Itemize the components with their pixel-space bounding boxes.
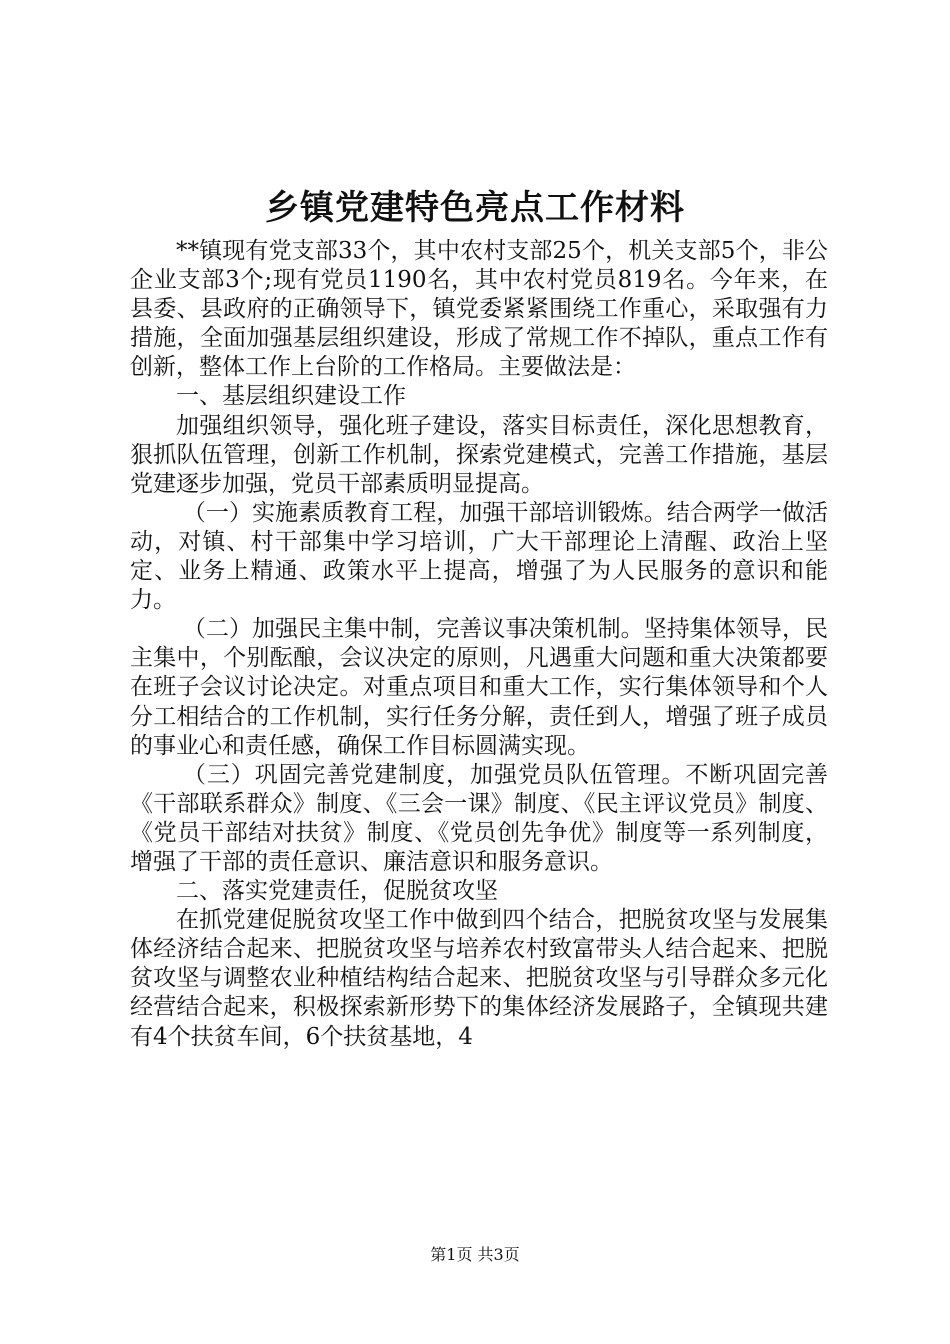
paragraph-section-1: 加强组织领导，强化班子建设，落实目标责任，深化思想教育，狠抓队伍管理，创新工作机制，探索党建模式，完善工作措施，基层党建逐步加强，党员干部素质明显提高。 xyxy=(130,412,828,497)
document-body xyxy=(130,237,828,1052)
section-heading-2: 二、落实党建责任，促脱贫攻坚 xyxy=(176,878,498,905)
section-heading-1: 一、基层组织建设工作 xyxy=(176,383,406,410)
paragraph-section-2: 在抓党建促脱贫攻坚工作中做到四个结合，把脱贫攻坚与发展集体经济结合起来、把脱贫攻坚与培养农村致富带头人结合起来、把脱贫攻坚与调整农业种植结构结合起来、把脱贫攻坚与引导群众多元化经营结合起来，积极探索新形势下的集体经济发展路子，全镇现共建有4个扶贫车间，6个扶贫基地，4 xyxy=(130,907,828,1050)
paragraph-subsection-2: （二）加强民主集中制，完善议事决策机制。坚持集体领导，民主集中，个别酝酿，会议决定的原则，凡遇重大问题和重大决策都要在班子会议讨论决定。对重点项目和重大工作，实行集体领导和个人分工相结合的工作机制，实行任务分解，责任到人，增强了班子成员的事业心和责任感，确保工作目标圆满实现。 xyxy=(130,616,828,759)
document-title: 乡镇党建特色亮点工作材料 xyxy=(265,188,685,228)
paragraph-subsection-3: （三）巩固完善党建制度，加强党员队伍管理。不断巩固完善《干部联系群众》制度、《三会一课》制度、《民主评议党员》制度、《党员干部结对扶贫》制度、《党员创先争优》制度等一系列制度，增强了干部的责任意识、廉洁意识和服务意识。 xyxy=(130,761,828,875)
page-footer: 第1页 共3页 xyxy=(430,1245,520,1264)
paragraph-subsection-1: （一）实施素质教育工程，加强干部培训锻炼。结合两学一做活动，对镇、村干部集中学习培训，广大干部理论上清醒、政治上坚定、业务上精通、政策水平上提高，增强了为人民服务的意识和能力。 xyxy=(130,499,828,614)
paragraph-intro: **镇现有党支部33个，其中农村支部25个，机关支部5个，非公企业支部3个;现有党员1190名，其中农村党员819名。今年来，在县委、县政府的正确领导下，镇党委紧紧围绕工作重心，采取强有力措施，全面加强基层组织建设，形成了常规工作不掉队，重点工作有创新，整体工作上台阶的工作格局。主要做法是： xyxy=(130,238,828,381)
